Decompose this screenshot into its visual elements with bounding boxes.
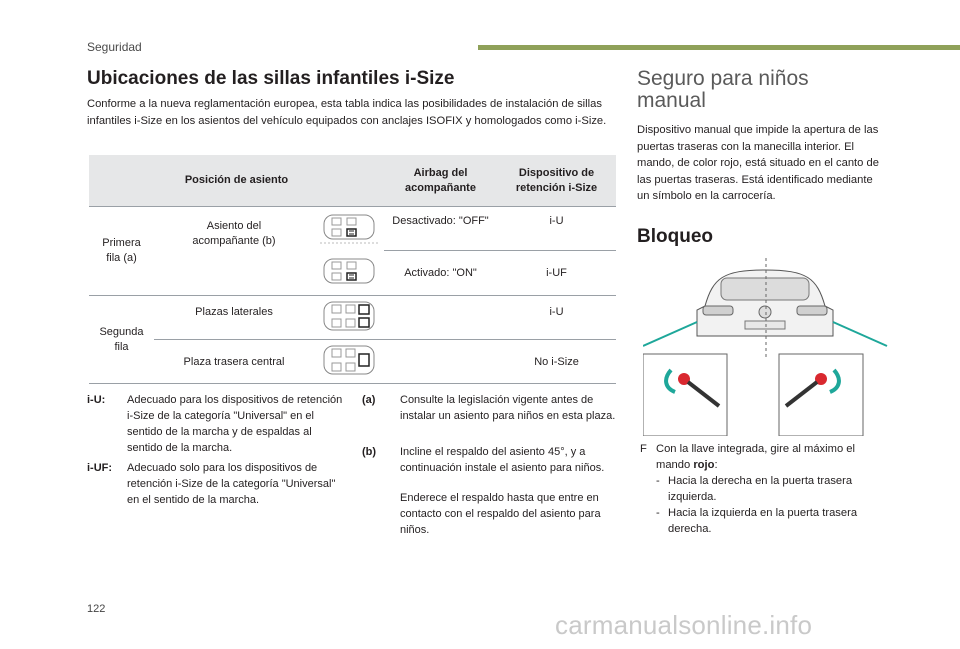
def-value: Incline el respaldo del asiento 45°, y a continuación instale el asiento para niños.: [400, 446, 605, 474]
car-topview-icon: [314, 251, 384, 296]
def-key: i-U:: [87, 394, 106, 406]
child-lock-description: Dispositivo manual que impide la apertura de las puertas traseras con la manecilla interior. El mando, de color rojo, está situado en el canto de las puertas traseras. Está identificado mediante un símbolo en la carrocería.: [637, 124, 879, 202]
def-value: Consulte la legislación vigente antes de instalar un asiento para niños en esta plaza.: [400, 394, 616, 422]
header-accent-bar: [478, 45, 960, 50]
def-key: (a): [362, 394, 376, 406]
table-header-row: [89, 155, 616, 207]
table-row: [89, 207, 616, 251]
car-topview-icon: [314, 340, 384, 384]
table-row: [89, 296, 616, 340]
seat-table: [89, 155, 616, 384]
row-first-label: Primera fila (a): [89, 207, 154, 296]
def-value: Adecuado para los dispositivos de retención i-Size de la categoría "Universal" en el sentido de la marcha y de espaldas al sentido de la marcha.: [127, 394, 343, 454]
sub-bullet: Hacia la izquierda en la puerta trasera derecha.: [668, 507, 858, 535]
section-header: Seguridad: [87, 40, 142, 54]
watermark: carmanualsonline.info: [555, 610, 813, 640]
value-iuf-cell: i-UF: [497, 251, 616, 296]
car-topview-icon: [314, 296, 384, 340]
def-key: i-UF:: [87, 462, 113, 474]
header-seat-position: Posición de asiento: [89, 155, 384, 207]
header-airbag: Airbag del acompañante: [384, 155, 497, 207]
value-no-isize: No i-Size: [497, 340, 616, 384]
car-rear-icon: [697, 258, 833, 358]
dash-marker: -: [656, 507, 660, 519]
def-key: (b): [362, 446, 377, 458]
bullet-icon: F: [640, 443, 647, 455]
dash-marker: -: [656, 475, 660, 487]
airbag-off-cell: Desactivado: "OFF": [384, 207, 497, 251]
intro-paragraph: Conforme a la nueva reglamentación europea, esta tabla indica las posibilidades de instalación de sillas infantiles i-Size en los asientos del vehículo equipados con anclajes ISOFIX y homologados como i-Size.: [87, 98, 607, 127]
value-iu-cell: i-U: [497, 207, 616, 251]
value-iu-lateral: i-U: [497, 296, 616, 340]
bullet-text: Con la llave integrada, gire al máximo el mando rojo:: [656, 443, 855, 471]
subsection-title: Bloqueo: [637, 226, 713, 247]
section-title: Seguro para niños manual: [637, 67, 809, 112]
page-number: 122: [87, 603, 106, 615]
row-first-seat: Asiento del acompañante (b): [154, 207, 314, 296]
header-isize: Dispositivo de retención i-Size: [497, 155, 616, 207]
row-second-seat-center: Plaza trasera central: [154, 340, 314, 384]
sub-bullet: Hacia la derecha en la puerta trasera izquierda.: [668, 475, 853, 503]
row-second-seat-lateral: Plazas laterales: [154, 296, 314, 340]
row-second-label: Segunda fila: [89, 296, 154, 384]
airbag-on-cell: Activado: "ON": [384, 251, 497, 296]
page-title: Ubicaciones de las sillas infantiles i-Size: [87, 68, 455, 89]
def-value: Enderece el respaldo hasta que entre en contacto con el respaldo del asiento para niños.: [400, 492, 601, 536]
table-row: [89, 340, 616, 384]
def-value: Adecuado solo para los dispositivos de retención i-Size de la categoría "Universal" en el sentido de la marcha.: [127, 462, 336, 506]
car-topview-icon: [314, 207, 384, 251]
child-lock-illustration: [643, 258, 888, 436]
